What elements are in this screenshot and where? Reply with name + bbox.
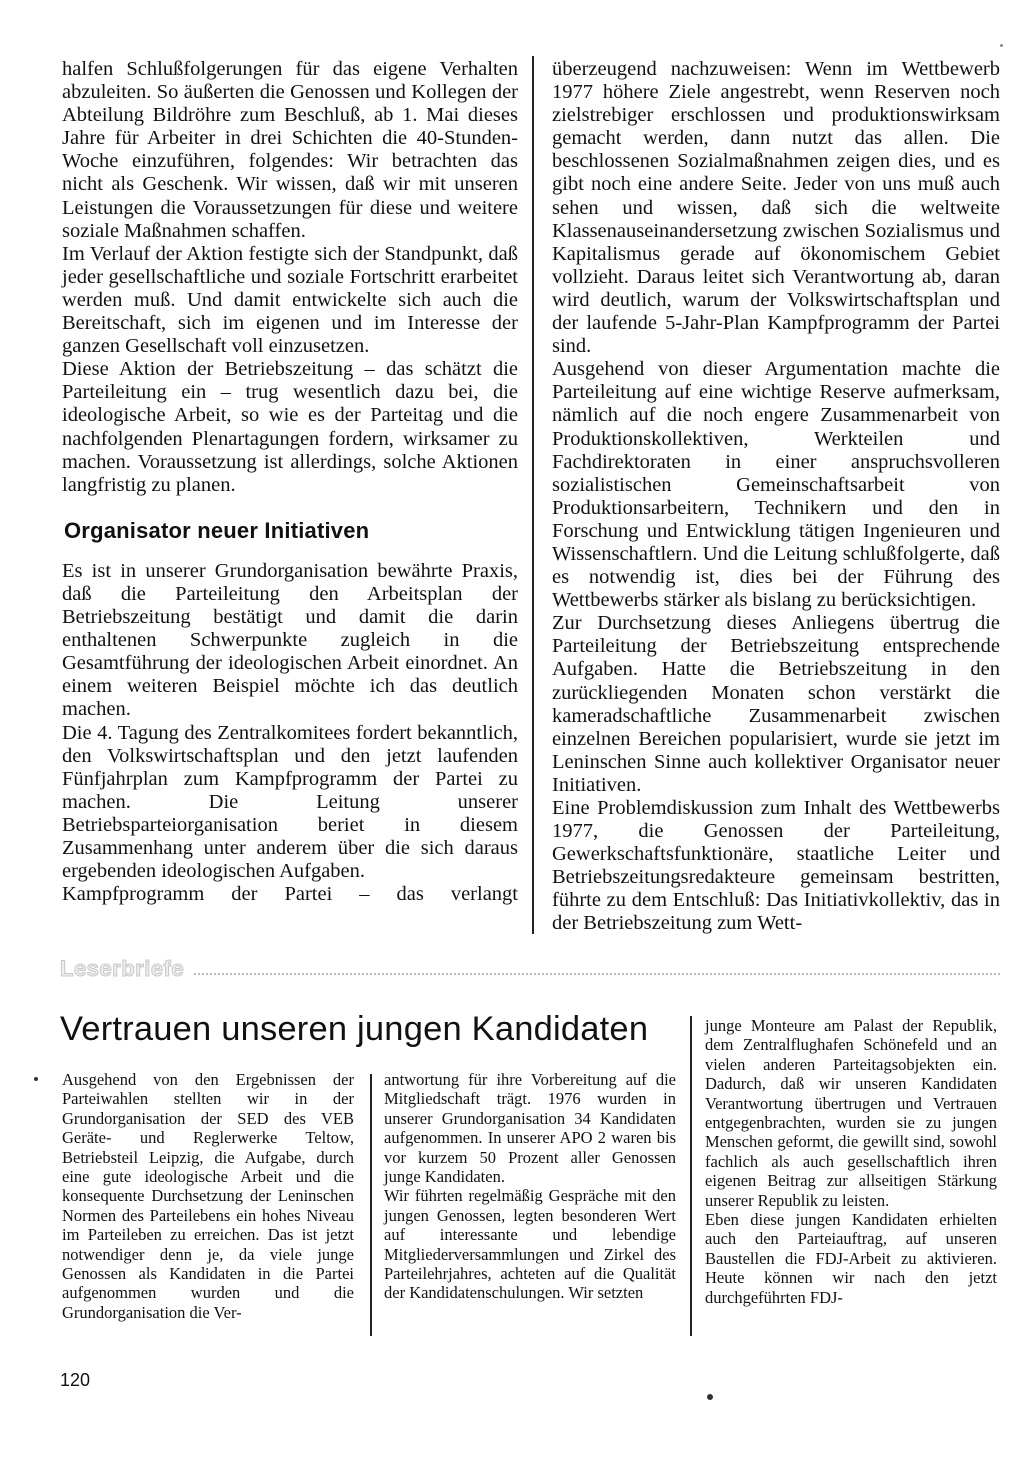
column-divider	[532, 56, 534, 934]
rubric-label: Leserbriefe	[60, 956, 185, 981]
column-divider	[370, 1074, 372, 1336]
right-column	[552, 58, 1000, 936]
paragraph: Ausgehend von dieser Argumentation machte die Parteileitung auf eine wichtige Reserve aufmerksam, nämlich auf die noch engere Zusammenarbeit von Produktionskollektiven, Werkteilen und Fachdirektoraten in einer anspruchsvolleren sozialistischen Gemeinschaftsarbeit von Produktionsarbeitern, Technikern und den in Forschung und Entwicklung tätigen Ingenieuren und Wissenschaftlern. Und die Leitung schlußfolgerte, daß es notwendig ist, dies bei der Führung des Wettbewerbs stärker als bislang zu berücksichtigen.	[552, 358, 1000, 612]
print-speck	[34, 1077, 38, 1081]
paragraph: Eben diese jungen Kandidaten erhielten auch den Parteiauftrag, auf unseren Baustellen die FDJ-Arbeit zu aktivieren. Heute können wir nach den jetzt durchgeführten FDJ-	[705, 1210, 997, 1307]
rubric-rule	[194, 971, 1000, 975]
column-divider	[690, 1016, 692, 1336]
article-headline: Vertrauen unseren jungen Kandidaten	[60, 1010, 649, 1048]
letter-column-2	[384, 1070, 676, 1303]
page-number: 120	[60, 1370, 91, 1390]
paragraph: Kampfprogramm der Partei – das verlangt	[62, 883, 518, 906]
section-heading: Organisator neuer Initiativen	[64, 517, 370, 543]
paragraph: überzeugend nachzuweisen: Wenn im Wettbewerb 1977 höhere Ziele angestrebt, wenn Reserven noch zielstrebiger erschlossen und produktionswirksam gemacht werden, dann nutzt das allen. Die beschlossenen Sozialmaßnahmen zeigen dies, und es gibt noch eine andere Seite. Jeder von uns muß auch sehen und wissen, daß sich die weltweite Klassenauseinandersetzung zwischen Sozialismus und Kapitalismus gerade auf ökonomischem Gebiet vollzieht. Daraus leitet sich Verantwortung ab, daran wird deutlich, warum der Volkswirtschaftsplan und der laufende 5-Jahr-Plan Kampfprogramm der Partei sind.	[552, 58, 1000, 358]
paragraph: Im Verlauf der Aktion festigte sich der Standpunkt, daß jeder gesellschaftliche und soziale Fortschritt erarbeitet werden muß. Und damit entwickelte sich auch die Bereitschaft, sich im eigenen und im Interesse der ganzen Gesellschaft voll einzusetzen.	[62, 242, 518, 358]
left-column	[62, 58, 518, 906]
paragraph: antwortung für ihre Vorbereitung auf die Mitgliedschaft trägt. 1976 wurden in unserer Grundorganisation 34 Kandidaten aufgenommen. In unserer APO 2 waren bis vor kurzem 50 Prozent aller Genossen junge Kandidaten.	[384, 1070, 676, 1187]
paragraph: Wir führten regelmäßig Gespräche mit den jungen Genossen, legten besonderen Wert auf interessante und lebendige Mitgliederversammlungen und Zirkel des Parteilehrjahres, achteten auf die Qualität der Kandidatenschulungen. Wir setzten	[384, 1186, 676, 1303]
letter-column-3	[705, 1016, 997, 1307]
paragraph: Zur Durchsetzung dieses Anliegens übertrug die Parteileitung der Betriebszeitung entsprechende Aufgaben. Hatte die Betriebszeitung in den zurückliegenden Monaten schon verstärkt die kameradschaftliche Zusammenarbeit zwischen einzelnen Bereichen popularisiert, wurde sie jetzt im Leninschen Sinne auch kollektiver Organisator neuer Initiativen.	[552, 612, 1000, 796]
section-rubric	[60, 956, 1000, 982]
letter-column-1	[62, 1070, 354, 1322]
paragraph: Ausgehend von den Ergebnissen der Parteiwahlen stellten wir in der Grundorganisation der SED des VEB Geräte- und Reglerwerke Teltow, Betriebsteil Leipzig, die Aufgabe, durch eine gute ideologische Arbeit und die konsequente Durchsetzung der Leninschen Normen des Parteilebens ein hohes Niveau im Parteileben zu erreichen. Das ist jetzt notwendiger denn je, da viele junge Genossen als Kandidaten in die Partei aufgenommen wurden und die Grundorganisation die Ver-	[62, 1070, 354, 1322]
paragraph: Eine Problemdiskussion zum Inhalt des Wettbewerbs 1977, die Genossen der Parteileitung, Gewerkschaftsfunktionäre, staatliche Leiter und Betriebszeitungsredakteure gemeinsam bestritten, führte zu dem Entschluß: Das Initiativkollektiv, das in der Betriebszeitung zum Wett-	[552, 797, 1000, 935]
paragraph: Es ist in unserer Grundorganisation bewährte Praxis, daß die Parteileitung den Arbeitsplan der Betriebszeitung bestätigt und damit die darin enthaltenen Schwerpunkte zugleich in die Gesamtführung der ideologischen Arbeit einordnet. An einem weiteren Beispiel möchte ich das deutlich machen.	[62, 559, 518, 721]
paragraph: Diese Aktion der Betriebszeitung – das schätzt die Parteileitung ein – trug wesentlich dazu bei, die ideologische Arbeit, so wie es der Parteitag und die nachfolgenden Plenartagungen fordern, wirksamer zu machen. Voraussetzung ist allerdings, solche Aktionen langfristig zu planen.	[62, 358, 518, 496]
paragraph: junge Monteure am Palast der Republik, dem Zentralflughafen Schönefeld und an vielen anderen Parteitagsobjekten ein. Dadurch, daß wir unseren Kandidaten Verantwortung übertrugen und Vertrauen entgegenbrachten, wurden sie zu jungen Menschen geformt, die gewillt sind, sowohl fachlich als auch gesellschaftlich ihren eigenen Beitrag zur allseitigen Stärkung unserer Republik zu leisten.	[705, 1016, 997, 1210]
print-speck	[1000, 44, 1003, 47]
print-speck	[707, 1394, 713, 1400]
paragraph: halfen Schlußfolgerungen für das eigene Verhalten abzuleiten. So äußerten die Genossen und Kollegen der Abteilung Bildröhre zum Beschluß, ab 1. Mai dieses Jahre für Arbeiter in drei Schichten die 40-Stunden-Woche einzuführen, folgendes: Wir betrachten das nicht als Geschenk. Wir wissen, daß wir mit unseren Leistungen die Voraussetzungen für diese und weitere soziale Maßnahmen schaffen.	[62, 58, 518, 242]
paragraph: Die 4. Tagung des Zentralkomitees fordert bekanntlich, den Volkswirtschaftsplan und den jetzt laufenden Fünfjahrplan zum Kampfprogramm der Partei zu machen. Die Leitung unserer Betriebsparteiorganisation beriet in diesem Zusammenhang unter anderem über die sich daraus ergebenden ideologischen Aufgaben.	[62, 721, 518, 883]
